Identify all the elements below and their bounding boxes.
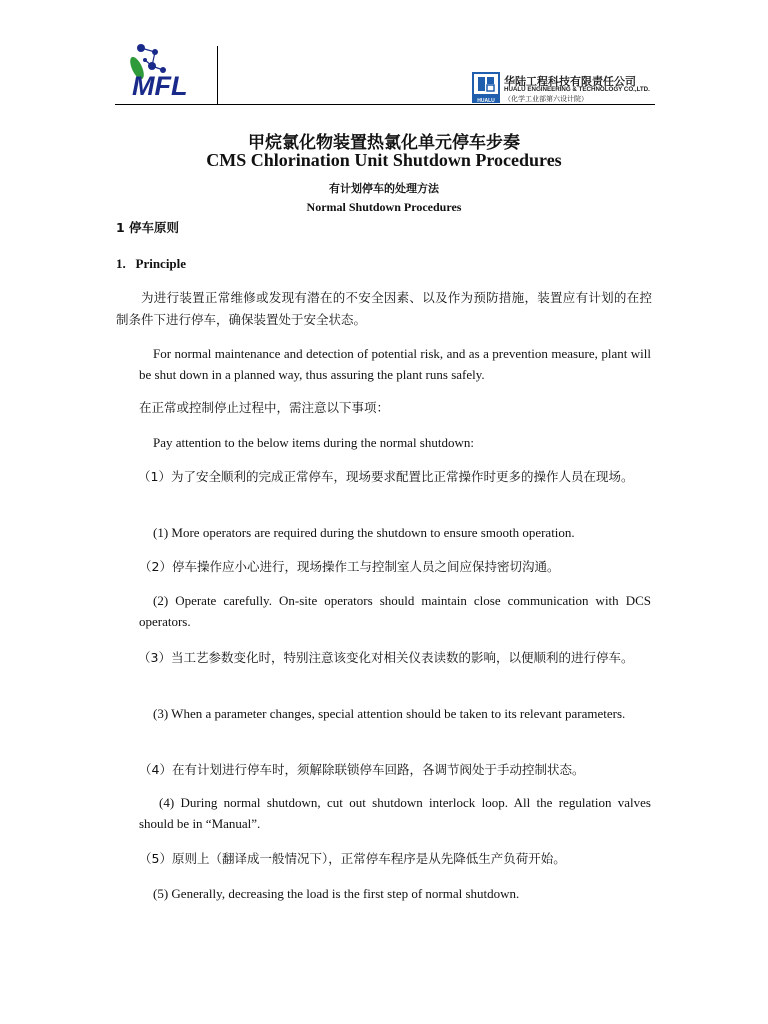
document-title-en: CMS Chlorination Unit Shutdown Procedures bbox=[206, 150, 562, 170]
document-subtitle-cn: 有计划停车的处理方法 bbox=[329, 182, 439, 195]
header-divider-vertical bbox=[217, 46, 218, 104]
intro-paragraph-en: For normal maintenance and detection of potential risk, and as a prevention measure, plant will be shut down in a planned way, thus assuring the plant runs safely. bbox=[139, 346, 651, 382]
intro-paragraph-cn: 为进行装置正常维修或发现有潜在的不安全因素、以及作为预防措施，装置应有计划的在控制条件下进行停车，确保装置处于安全状态。 bbox=[116, 290, 652, 327]
attention-paragraph-en: Pay attention to the below items during the normal shutdown: bbox=[153, 435, 474, 450]
hualu-logo-mark bbox=[472, 72, 500, 103]
page-header bbox=[115, 38, 655, 106]
header-rule bbox=[115, 104, 655, 105]
hualu-logo-block bbox=[472, 72, 655, 104]
attention-paragraph-cn: 在正常或控制停止过程中，需注意以下事项： bbox=[139, 400, 390, 415]
item-5-en: (5) Generally, decreasing the load is the first step of normal shutdown. bbox=[153, 886, 520, 901]
item-3-en: (3) When a parameter changes, special attention should be taken to its relevant parameters. bbox=[153, 706, 626, 721]
company-name-en: HUALU ENGINEERING & TECHNOLOGY CO.,LTD. bbox=[504, 86, 650, 93]
company-subtitle: （化学工业部第六设计院） bbox=[504, 95, 588, 103]
item-2-en: (2) Operate carefully. On-site operators should maintain close communication with DCS operators. bbox=[139, 593, 651, 629]
document-title-cn: 甲烷氯化物装置热氯化单元停车步奏 bbox=[248, 133, 520, 153]
item-5-cn: （5）原则上（翻译成一般情况下），正常停车程序是从先降低生产负荷开始。 bbox=[139, 851, 566, 866]
item-3-cn: （3）当工艺参数变化时，特别注意该变化对相关仪表读数的影响，以便顺利的进行停车。 bbox=[138, 650, 634, 665]
item-1-en: (1) More operators are required during the shutdown to ensure smooth operation. bbox=[153, 525, 575, 540]
item-1-cn: （1）为了安全顺利的完成正常停车，现场要求配置比正常操作时更多的操作人员在现场。 bbox=[138, 469, 634, 484]
document-subtitle-en: Normal Shutdown Procedures bbox=[306, 200, 462, 214]
item-2-cn: （2）停车操作应小心进行，现场操作工与控制室人员之间应保持密切沟通。 bbox=[139, 559, 560, 574]
item-4-cn: （4）在有计划进行停车时，须解除联锁停车回路，各调节阀处于手动控制状态。 bbox=[139, 762, 585, 777]
section-heading-en: 1. Principle bbox=[116, 256, 187, 271]
item-4-en: (4) During normal shutdown, cut out shutdown interlock loop. All the regulation valves should be in “Manual”. bbox=[139, 795, 651, 831]
section-heading-cn: 1 停车原则 bbox=[116, 220, 180, 235]
hualu-mark-text: HUALU bbox=[477, 98, 495, 103]
mfl-logo-text: MFL bbox=[132, 71, 188, 101]
company-name-cn: 华陆工程科技有限责任公司 bbox=[504, 75, 636, 88]
